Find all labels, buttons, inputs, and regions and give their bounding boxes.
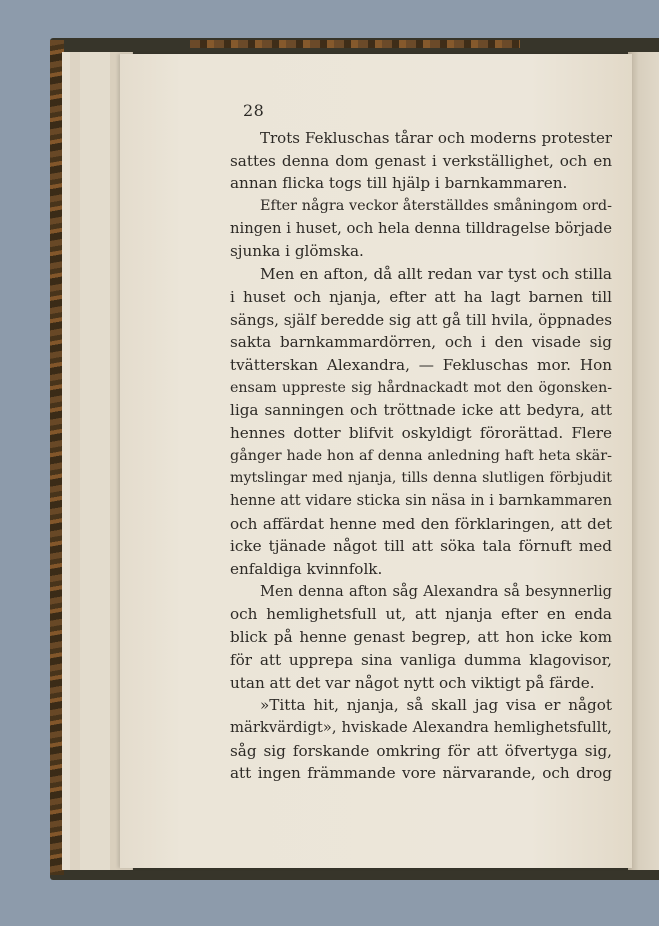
text-line: tvätterskan Alexandra, — Fekluschas mor. Hon xyxy=(230,355,612,374)
text-line: sjunka i glömska. xyxy=(230,242,364,261)
text-line: märkvärdigt», hviskade Alexandra hemlighetsfullt, xyxy=(230,718,612,736)
text-line: och hemlighetsfull ut, att njanja efter en enda xyxy=(230,605,612,624)
text-line: ningen i huset, och hela denna tilldragelse började xyxy=(230,219,612,237)
text-line: utan att det var något nytt och viktigt på färde. xyxy=(230,673,595,692)
text-line: gånger hade hon af denna anledning haft heta skär- xyxy=(230,447,612,464)
text-line: Men denna afton såg Alexandra så besynnerlig xyxy=(260,582,612,600)
text-line: mytslingar med njanja, tills denna slutligen förbjudit xyxy=(230,470,612,487)
text-line: för att upprepa sina vanliga dumma klagovisor, xyxy=(230,650,612,669)
text-line: Men en afton, då allt redan var tyst och stilla xyxy=(260,265,612,284)
text-line: att ingen främmande vore närvarande, och drog xyxy=(230,764,612,783)
text-line: hennes dotter blifvit oskyldigt förorättad. Flere xyxy=(230,423,612,442)
text-line: »Titta hit, njanja, så skall jag visa er något xyxy=(260,696,612,715)
facing-page-edge xyxy=(628,52,659,870)
marbled-cover-edge xyxy=(190,40,520,48)
text-line: sakta barnkammardörren, och i den visade sig xyxy=(230,333,612,352)
page-number: 28 xyxy=(243,101,265,120)
page-text xyxy=(230,127,612,785)
text-line: sängs, själf beredde sig att gå till hvila, öppnades xyxy=(230,310,612,329)
text-line: i huset och njanja, efter att ha lagt barnen till xyxy=(230,287,612,306)
text-line: sattes denna dom genast i verkställighet, och en xyxy=(230,151,612,170)
text-line: henne att vidare sticka sin näsa in i barnkammaren xyxy=(230,492,612,509)
text-line: icke tjänade något till att söka tala förnuft med xyxy=(230,537,612,556)
text-line: Efter några veckor återställdes småningom ord- xyxy=(260,198,612,215)
text-line: annan flicka togs till hjälp i barnkammaren. xyxy=(230,174,568,193)
text-line: ensam uppreste sig hårdnackadt mot den ögonsken- xyxy=(230,379,612,396)
text-line: och affärdat henne med den förklaringen, att det xyxy=(230,514,612,533)
text-line: liga sanningen och tröttnade icke att bedyra, att xyxy=(230,401,612,420)
text-line: Trots Fekluschas tårar och moderns protester xyxy=(260,129,612,147)
text-line: såg sig forskande omkring för att öfvertyga sig, xyxy=(230,741,612,760)
text-line: enfaldiga kvinnfolk. xyxy=(230,560,383,579)
text-line: blick på henne genast begrep, att hon icke kom xyxy=(230,628,612,647)
